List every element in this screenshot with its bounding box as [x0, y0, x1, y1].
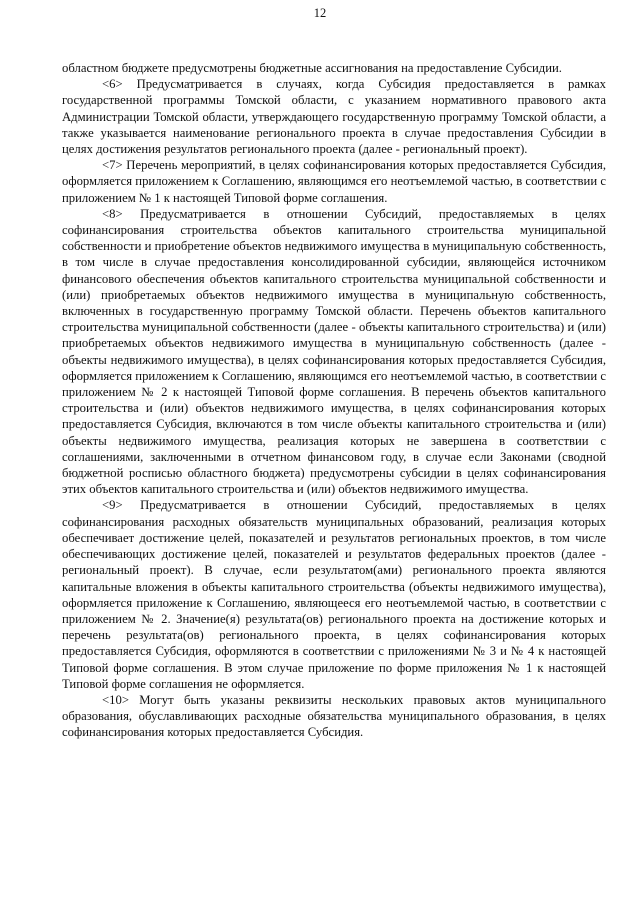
footnote-8: <8> Предусматривается в отношении Субсидий, предоставляемых в целях софинансирования строительства объектов капитального строительства муниципальной собственности и приобретение объектов недвижимого имущества в муниципальную собственность, в том числе в случае предоставления консолидированной субсидии, являющейся источником финансового обеспечения объектов капитального строительства муниципальной собственности и (или) приобретаемых объектов недвижимого имущества в муниципальную собственность, включенных в государственную программу Томской области. Перечень объектов капитального строительства муниципальной собственности (далее - объекты капитального строительства) и (или) приобретаемых объектов недвижимого имущества в муниципальную собственность (далее - объекты недвижимого имущества), в целях софинансирования которых предоставляется Субсидия, оформляется приложением к Соглашению, являющимся его неотъемлемой частью, в соответствии с приложением № 2 к настоящей Типовой форме соглашения. В перечень объектов капитального строительства и (или) объектов недвижимого имущества, в целях софинансирования которых предоставляется Субсидия, включаются в том числе объекты капитального строительства и (или) объекты недвижимого имущества, реализация которых не завершена в соответствии с соглашениями, заключенными в отчетном финансовом году, в случае если Законами (сводной бюджетной росписью областного бюджета) предусмотрены субсидии в целях софинансирования этих объектов капитального строительства и (или) объектов недвижимого имущества. [62, 206, 606, 497]
page-number: 12 [313, 6, 327, 20]
footnote-7: <7> Перечень мероприятий, в целях софинансирования которых предоставляется Субсидия, оформляется приложением к Соглашению, являющимся его неотъемлемой частью, в соответствии с приложением № 1 к настоящей Типовой форме соглашения. [62, 158, 606, 205]
footnote-6: <6> Предусматривается в случаях, когда Субсидия предоставляется в рамках государственной программы Томской области, с указанием нормативного правового акта Администрации Томской области, утверждающего государственную программу Томской области, а также указывается наименование регионального проекта в случае предоставления Субсидии в целях достижения результатов регионального проекта (далее - региональный проект). [62, 77, 606, 157]
paragraph-continuation: областном бюджете предусмотрены бюджетные ассигнования на предоставление Субсидии. [62, 61, 562, 75]
document-body [62, 60, 606, 741]
footnote-9: <9> Предусматривается в отношении Субсидий, предоставляемых в целях софинансирования расходных обязательств муниципальных образований, реализация которых обеспечивает достижение целей, показателей и результатов региональных проектов, в том числе обеспечивающих достижение целей, показателей и результатов федеральных проектов (далее - региональный проект). В случае, если результатом(ами) регионального проекта являются капитальные вложения в объекты капитального строительства (объекты недвижимого имущества), оформляется приложение к Соглашению, являющееся его неотъемлемой частью, в соответствии с приложением № 2. Значение(я) результата(ов) регионального проекта на достижение которых и перечень результата(ов) регионального проекта, в целях софинансирования которых предоставляется Субсидия, оформляются в соответствии с приложениями № 3 и № 4 к настоящей Типовой форме соглашения. В этом случае приложение по форме приложения № 1 к настоящей Типовой форме соглашения не оформляется. [62, 498, 606, 691]
footnote-10: <10> Могут быть указаны реквизиты нескольких правовых актов муниципального образования, обуславливающих расходные обязательства муниципального образования, в целях софинансирования которых предоставляется Субсидия. [62, 692, 606, 740]
